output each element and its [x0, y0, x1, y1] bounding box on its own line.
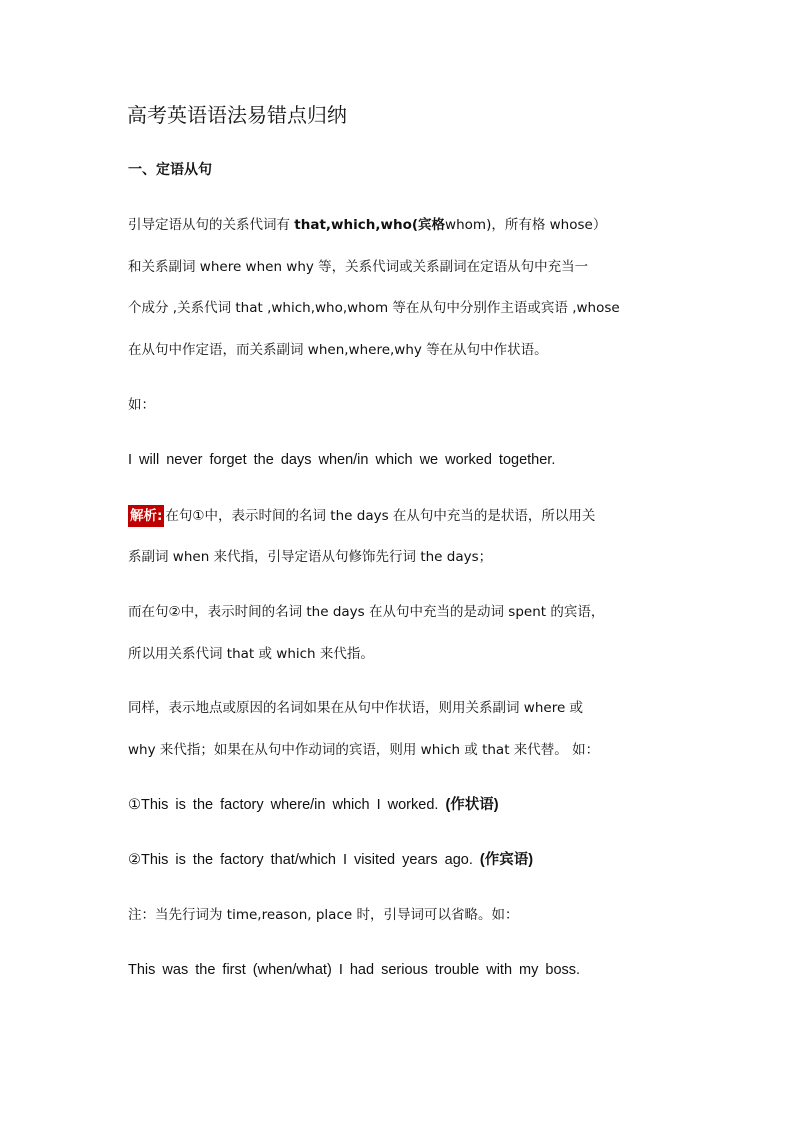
paragraph-line: 而在句②中，表示时间的名词 the days 在从句中充当的是动词 spent 的宾语， — [128, 604, 605, 620]
example-sentence: I will never forget the days when/in which we worked together. — [128, 452, 556, 468]
paragraph-line: 个成分 ,关系代词 that ,which,who,whom 等在从句中分别作主语或宾语 ,whose — [128, 300, 620, 316]
remark-line: 注：当先行词为 time,reason, place 时，引导词可以省略。如： — [128, 907, 519, 923]
paragraph-line: 在从句中作定语，而关系副词 when,where,why 等在从句中作状语。 — [128, 342, 548, 358]
paragraph-line — [128, 215, 606, 235]
text-span: ②This is the factory that/which I visited years ago. — [128, 852, 473, 868]
example-sentence — [128, 850, 533, 870]
example-intro: 如： — [128, 397, 155, 413]
text-span: whom — [445, 217, 487, 233]
text-span: that,which,who — [294, 217, 412, 233]
example-sentence: This was the first (when/what) I had serious trouble with my boss. — [128, 962, 581, 978]
paragraph-line: why 来代指；如果在从句中作动词的宾语，则用 which 或 that 来代替。 如： — [128, 742, 600, 758]
annotation-note: (作状语) — [445, 797, 499, 813]
text-span: ( — [411, 217, 419, 233]
document-title: 高考英语语法易错点归纳 — [127, 103, 347, 127]
paragraph-line: 所以用关系代词 that 或 which 来代指。 — [128, 646, 374, 662]
example-sentence — [128, 795, 499, 815]
text-span: 宾格 — [418, 217, 446, 233]
text-span: 在句①中，表示时间的名词 the days 在从句中充当的是状语，所以用关 — [165, 508, 596, 524]
text-span: 引导定语从句的关系代词有 — [128, 217, 295, 233]
annotation-note: (作宾语) — [479, 852, 534, 868]
text-span: )，所有格 whose） — [486, 217, 607, 233]
paragraph-line: 同样，表示地点或原因的名词如果在从句中作状语，则用关系副词 where 或 — [128, 700, 584, 716]
paragraph-line: 和关系副词 where when why 等，关系代词或关系副词在定语从句中充当一 — [128, 259, 589, 275]
analysis-line: 系副词 when 来代指，引导定语从句修饰先行词 the days； — [128, 549, 493, 565]
analysis-badge: 解析: — [128, 505, 164, 527]
section-heading: 一、定语从句 — [128, 162, 212, 178]
text-span: ①This is the factory where/in which I worked. — [128, 797, 439, 813]
analysis-line — [128, 505, 595, 527]
